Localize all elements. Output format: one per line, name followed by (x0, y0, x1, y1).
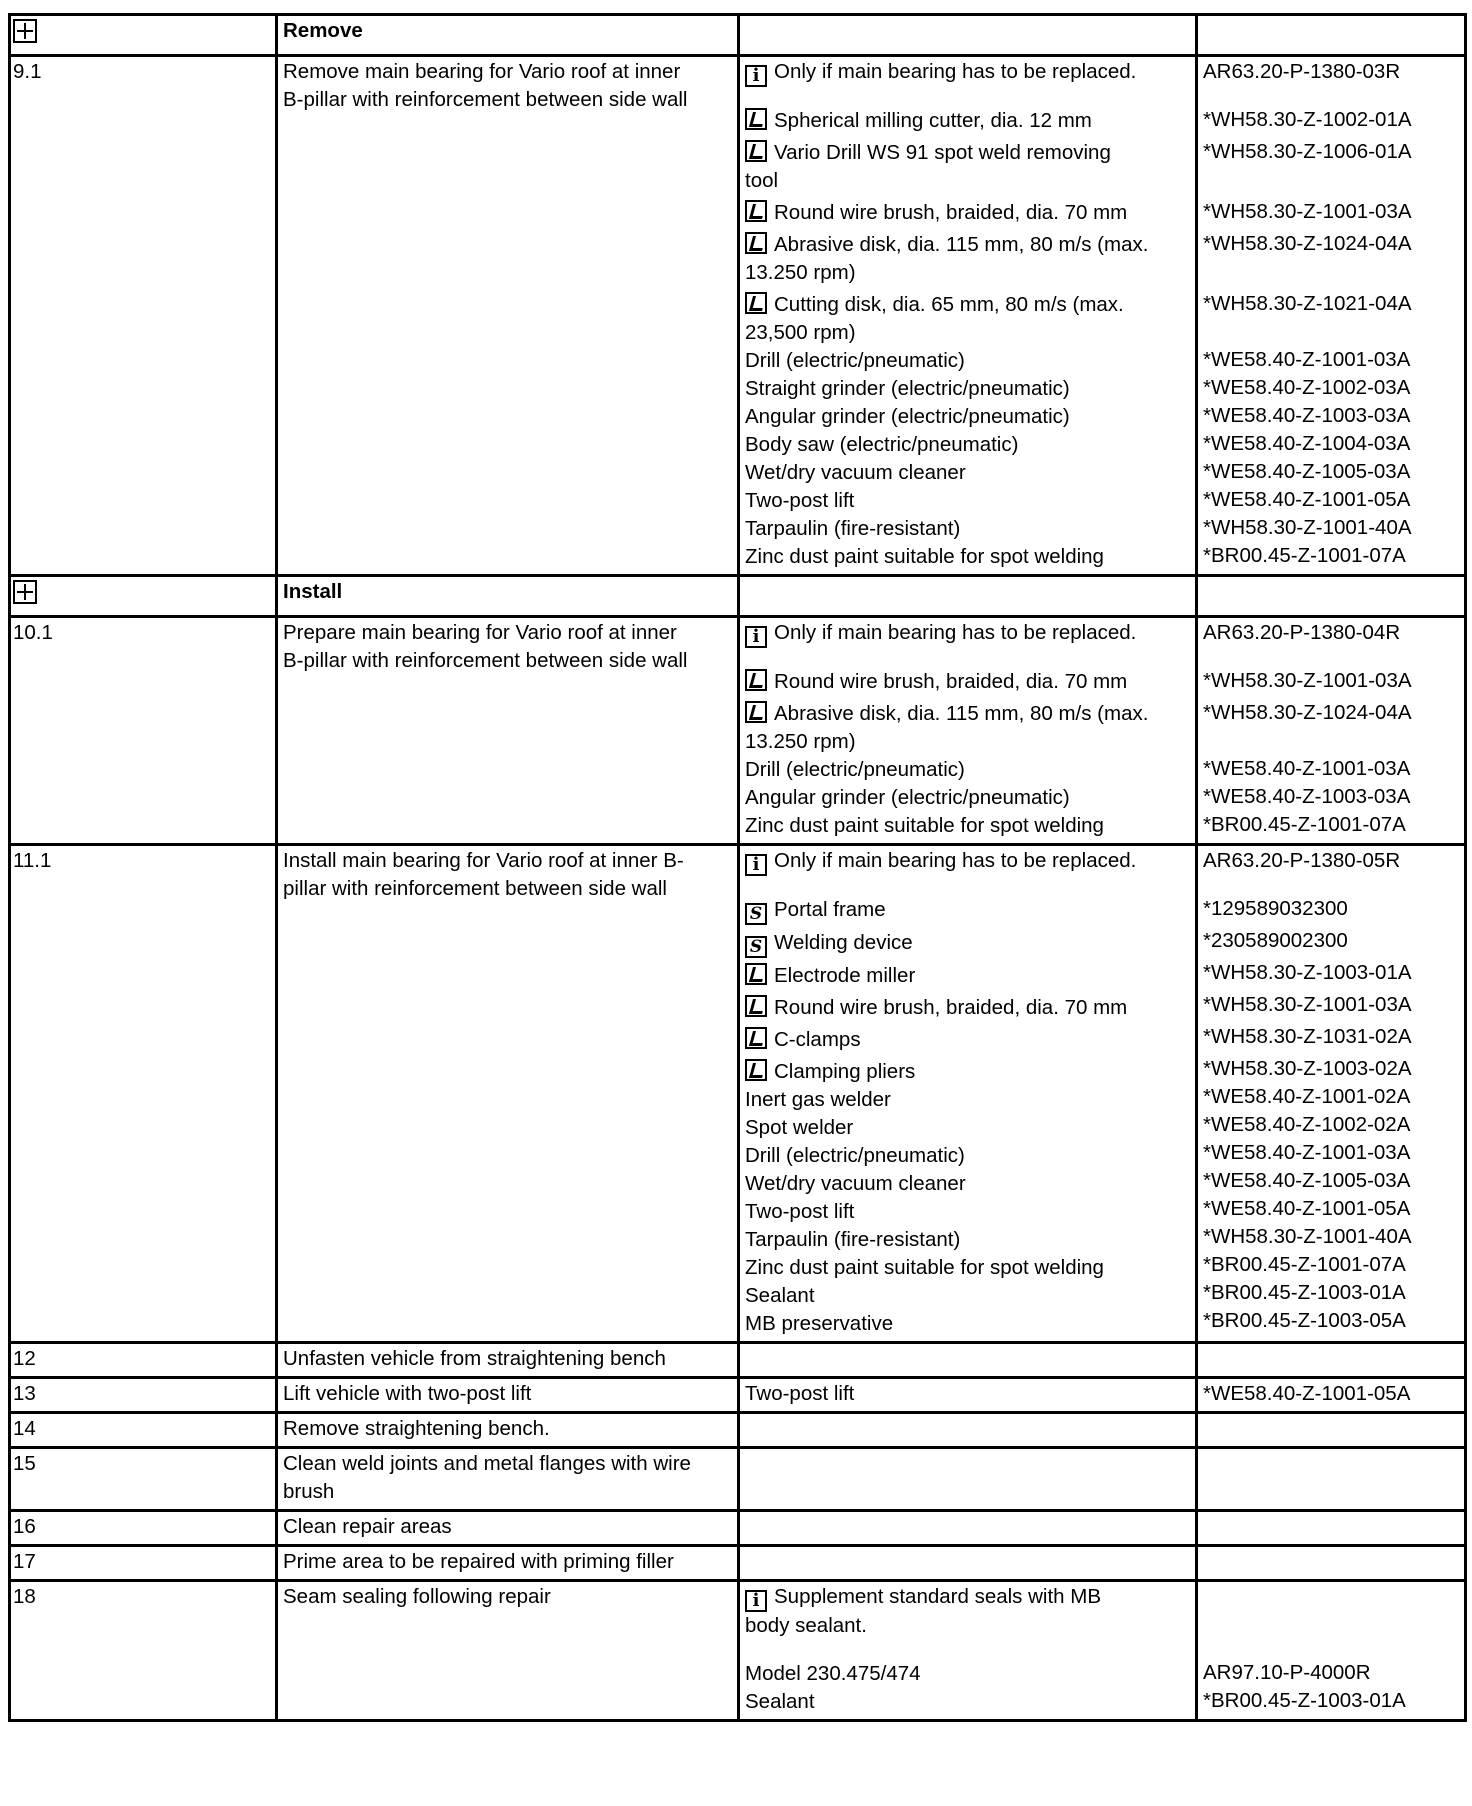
info-icon (745, 65, 767, 87)
tool-item (745, 58, 1190, 87)
step-number: 11.1 (13, 849, 52, 872)
step-description: pillar with reinforcement between side wall (283, 877, 667, 900)
tool-code: *WE58.40-Z-1001-03A (1203, 348, 1411, 371)
step-description: Remove main bearing for Vario roof at inner (283, 60, 681, 83)
tool-code-item (1203, 1167, 1459, 1195)
step-number-cell (10, 617, 277, 845)
section-row (10, 15, 1466, 56)
table-row (10, 1546, 1466, 1581)
tool-name: Wet/dry vacuum cleaner (745, 461, 966, 484)
tools-cell (739, 1448, 1197, 1511)
section-row (10, 576, 1466, 617)
tool-item (745, 1142, 1190, 1170)
tool-item (745, 347, 1190, 375)
tool-item (745, 1282, 1190, 1310)
table-row (10, 1511, 1466, 1546)
tool-name: Only if main bearing has to be replaced. (774, 621, 1137, 644)
description-cell (277, 1448, 739, 1511)
tool-name: Clamping pliers (774, 1060, 916, 1083)
tool-code: *BR00.45-Z-1001-07A (1203, 544, 1406, 567)
workshop-tool-icon (745, 963, 767, 985)
tool-code-item (1203, 1223, 1459, 1251)
tool-code: *WH58.30-Z-1021-04A (1203, 292, 1412, 315)
procedure-table-body (10, 15, 1466, 1721)
codes-cell (1197, 1413, 1466, 1448)
tool-name: Supplement standard seals with MB (774, 1585, 1102, 1608)
tool-name: Two-post lift (745, 1382, 855, 1405)
description-cell (277, 617, 739, 845)
tool-name: Model 230.475/474 (745, 1662, 921, 1685)
codes-cell (1197, 845, 1466, 1343)
tool-code-item (1203, 1083, 1459, 1111)
tool-code: *230589002300 (1203, 929, 1348, 952)
tool-item (745, 1660, 1190, 1688)
codes-cell (1197, 56, 1466, 576)
tool-code: *WH58.30-Z-1001-40A (1203, 516, 1412, 539)
tool-name: MB preservative (745, 1312, 894, 1335)
workshop-tool-icon (745, 200, 767, 222)
table-row (10, 1378, 1466, 1413)
section-title: Install (283, 580, 343, 603)
tool-code: *WH58.30-Z-1031-02A (1203, 1025, 1412, 1048)
tool-item (745, 847, 1190, 876)
tool-item (745, 1058, 1190, 1086)
tools-cell (739, 1413, 1197, 1448)
step-description: Clean repair areas (283, 1515, 452, 1538)
tool-code-item (1203, 811, 1459, 839)
tool-code-item (1203, 755, 1459, 783)
tool-code: *129589032300 (1203, 897, 1348, 920)
tool-code-item (1203, 619, 1459, 647)
tool-name-continued: tool (745, 169, 779, 192)
tool-code: *WE58.40-Z-1001-03A (1203, 1141, 1411, 1164)
table-row (10, 1581, 1466, 1721)
tool-code: *BR00.45-Z-1003-01A (1203, 1281, 1406, 1304)
tool-item (745, 139, 1190, 195)
tool-code: *WH58.30-Z-1001-03A (1203, 200, 1412, 223)
tool-name: Abrasive disk, dia. 115 mm, 80 m/s (max. (774, 702, 1149, 725)
tool-item (745, 1310, 1190, 1338)
step-number: 9.1 (13, 60, 42, 83)
tools-cell (739, 1378, 1197, 1413)
codes-cell (1197, 1448, 1466, 1511)
tool-code[interactable]: AR97.10-P-4000R (1203, 1661, 1371, 1684)
tool-code-item (1203, 927, 1459, 955)
tool-name: C-clamps (774, 1028, 861, 1051)
tool-name: Only if main bearing has to be replaced. (774, 849, 1137, 872)
tool-item (745, 403, 1190, 431)
tool-code: *WE58.40-Z-1005-03A (1203, 460, 1411, 483)
workshop-tool-icon (745, 140, 767, 162)
tool-code: *WE58.40-Z-1001-03A (1203, 757, 1411, 780)
tool-name: Straight grinder (electric/pneumatic) (745, 377, 1070, 400)
tool-code: *WH58.30-Z-1001-03A (1203, 993, 1412, 1016)
tool-name: Round wire brush, braided, dia. 70 mm (774, 996, 1128, 1019)
tool-code: *WE58.40-Z-1005-03A (1203, 1169, 1411, 1192)
tool-item (745, 107, 1190, 135)
step-icon (13, 580, 37, 604)
special-tool-icon (745, 936, 767, 958)
step-number-cell (10, 15, 277, 56)
tool-name: Sealant (745, 1284, 815, 1307)
tool-name: Zinc dust paint suitable for spot welding (745, 1256, 1104, 1279)
tool-name: Drill (electric/pneumatic) (745, 758, 965, 781)
tool-name: Abrasive disk, dia. 115 mm, 80 m/s (max. (774, 233, 1149, 256)
tool-code-item (1203, 106, 1459, 134)
tool-code-item (1203, 290, 1459, 346)
step-description: Seam sealing following repair (283, 1585, 551, 1608)
tool-name: Cutting disk, dia. 65 mm, 80 m/s (max. (774, 293, 1124, 316)
tool-code: *WH58.30-Z-1024-04A (1203, 232, 1412, 255)
description-cell (277, 1581, 739, 1721)
tool-code-item (1203, 486, 1459, 514)
tool-code-item (1203, 1195, 1459, 1223)
step-number: 13 (13, 1382, 36, 1405)
tool-code: *WE58.40-Z-1001-02A (1203, 1085, 1411, 1108)
tool-item (745, 756, 1190, 784)
tool-code-item (1203, 1111, 1459, 1139)
step-description: Unfasten vehicle from straightening bench (283, 1347, 666, 1370)
step-description: Prepare main bearing for Vario roof at inner (283, 621, 677, 644)
codes-cell (1197, 1511, 1466, 1546)
tool-name-continued: 13.250 rpm) (745, 730, 856, 753)
tool-item (745, 812, 1190, 840)
tool-name: Angular grinder (electric/pneumatic) (745, 786, 1070, 809)
step-icon (13, 19, 37, 43)
description-cell (277, 1343, 739, 1378)
workshop-tool-icon (745, 232, 767, 254)
step-number: 14 (13, 1417, 36, 1440)
tool-code: *WE58.40-Z-1002-03A (1203, 376, 1411, 399)
tool-name: Only if main bearing has to be replaced. (774, 60, 1137, 83)
table-row (10, 845, 1466, 1343)
step-number-cell (10, 1581, 277, 1721)
tool-code[interactable]: AR63.20-P-1380-03R (1203, 60, 1401, 83)
step-description: Prime area to be repaired with priming filler (283, 1550, 674, 1573)
tool-item (745, 291, 1190, 347)
tool-code: *WH58.30-Z-1024-04A (1203, 701, 1412, 724)
tool-code-item (1203, 346, 1459, 374)
tool-name: Tarpaulin (fire-resistant) (745, 517, 961, 540)
tool-code-item (1203, 1023, 1459, 1051)
step-number: 10.1 (13, 621, 53, 644)
info-icon (745, 1590, 767, 1612)
section-title: Remove (283, 19, 363, 42)
tool-item (745, 1688, 1190, 1716)
workshop-tool-icon (745, 1059, 767, 1081)
tools-cell (739, 1581, 1197, 1721)
tools-cell (739, 56, 1197, 576)
tool-code-item (1203, 1583, 1459, 1639)
tool-name: Spot welder (745, 1116, 854, 1139)
tool-code-item (1203, 1307, 1459, 1335)
tool-name: Round wire brush, braided, dia. 70 mm (774, 201, 1128, 224)
tool-code-item (1203, 1687, 1459, 1715)
step-description: brush (283, 1480, 335, 1503)
tool-name: Spherical milling cutter, dia. 12 mm (774, 109, 1092, 132)
tool-item (745, 487, 1190, 515)
tools-cell (739, 1546, 1197, 1581)
tool-code: *WH58.30-Z-1001-40A (1203, 1225, 1412, 1248)
tool-item (745, 1114, 1190, 1142)
tool-code-item (1203, 514, 1459, 542)
tool-name: Two-post lift (745, 489, 855, 512)
step-description: B-pillar with reinforcement between side wall (283, 88, 688, 111)
tools-cell (739, 1343, 1197, 1378)
tool-code-item (1203, 1055, 1459, 1083)
tool-code-item (1203, 1279, 1459, 1307)
step-number-cell (10, 845, 277, 1343)
tool-code-item (1203, 542, 1459, 570)
workshop-tool-icon (745, 1027, 767, 1049)
workshop-tool-icon (745, 292, 767, 314)
table-row (10, 56, 1466, 576)
codes-cell (1197, 576, 1466, 617)
tool-code-item (1203, 1659, 1459, 1687)
step-number-cell (10, 1343, 277, 1378)
step-number-cell (10, 1413, 277, 1448)
tool-code-item (1203, 198, 1459, 226)
tool-code: *BR00.45-Z-1003-01A (1203, 1689, 1406, 1712)
codes-cell (1197, 15, 1466, 56)
tool-code: *WE58.40-Z-1002-02A (1203, 1113, 1411, 1136)
tool-item (745, 1198, 1190, 1226)
tool-item (745, 668, 1190, 696)
tool-item (745, 962, 1190, 990)
tool-item (745, 1254, 1190, 1282)
step-description: B-pillar with reinforcement between side wall (283, 649, 688, 672)
tool-code-item (1203, 430, 1459, 458)
info-icon (745, 626, 767, 648)
procedure-table (8, 13, 1467, 1722)
tool-item (745, 1026, 1190, 1054)
tool-code-item (1203, 959, 1459, 987)
tool-code-item (1203, 1251, 1459, 1279)
tools-cell (739, 15, 1197, 56)
tool-code-item (1203, 402, 1459, 430)
step-number-cell (10, 1378, 277, 1413)
tool-code[interactable]: AR63.20-P-1380-05R (1203, 849, 1401, 872)
tool-name: Drill (electric/pneumatic) (745, 349, 965, 372)
tool-name: Zinc dust paint suitable for spot welding (745, 814, 1104, 837)
tool-name: Drill (electric/pneumatic) (745, 1144, 965, 1167)
table-row (10, 1413, 1466, 1448)
step-number-cell (10, 1511, 277, 1546)
tool-item (745, 515, 1190, 543)
tool-name: Two-post lift (745, 1200, 855, 1223)
workshop-tool-icon (745, 995, 767, 1017)
tool-code-item (1203, 458, 1459, 486)
codes-cell (1197, 1546, 1466, 1581)
tool-code-item (1203, 783, 1459, 811)
tool-name: Body saw (electric/pneumatic) (745, 433, 1019, 456)
description-cell (277, 845, 739, 1343)
tool-code: *WH58.30-Z-1003-01A (1203, 961, 1412, 984)
tools-cell (739, 576, 1197, 617)
tool-code-item (1203, 1139, 1459, 1167)
description-cell (277, 576, 739, 617)
tool-code: *WH58.30-Z-1002-01A (1203, 108, 1412, 131)
tool-item (745, 896, 1190, 925)
tool-name: Portal frame (774, 898, 886, 921)
tool-code-item (1203, 991, 1459, 1019)
tool-item (745, 199, 1190, 227)
tool-code: *WH58.30-Z-1001-03A (1203, 669, 1412, 692)
tool-name-continued: 23,500 rpm) (745, 321, 856, 344)
codes-cell (1197, 617, 1466, 845)
tool-code-item (1203, 1380, 1459, 1408)
info-icon (745, 854, 767, 876)
tool-item (745, 375, 1190, 403)
tool-name: Zinc dust paint suitable for spot welding (745, 545, 1104, 568)
description-cell (277, 1378, 739, 1413)
tool-name: Vario Drill WS 91 spot weld removing (774, 141, 1111, 164)
step-description: Remove straightening bench. (283, 1417, 550, 1440)
tool-code: *WH58.30-Z-1003-02A (1203, 1057, 1412, 1080)
tool-name: Welding device (774, 931, 913, 954)
step-number-cell (10, 576, 277, 617)
tool-code: *WE58.40-Z-1001-05A (1203, 1197, 1411, 1220)
tool-name: Tarpaulin (fire-resistant) (745, 1228, 961, 1251)
tool-item (745, 1086, 1190, 1114)
step-number: 18 (13, 1585, 36, 1608)
table-row (10, 1448, 1466, 1511)
tool-item (745, 619, 1190, 648)
description-cell (277, 15, 739, 56)
description-cell (277, 1511, 739, 1546)
tool-item (745, 784, 1190, 812)
tool-code-item (1203, 667, 1459, 695)
tool-code-item (1203, 847, 1459, 875)
tool-name: Angular grinder (electric/pneumatic) (745, 405, 1070, 428)
tool-code: *WH58.30-Z-1006-01A (1203, 140, 1412, 163)
codes-cell (1197, 1581, 1466, 1721)
tool-item (745, 700, 1190, 756)
tool-item (745, 1226, 1190, 1254)
tool-code-item (1203, 58, 1459, 86)
tool-name-continued: body sealant. (745, 1614, 867, 1637)
tool-item (745, 431, 1190, 459)
tool-item (745, 1170, 1190, 1198)
tool-code-item (1203, 374, 1459, 402)
step-description: Clean weld joints and metal flanges with wire (283, 1452, 691, 1475)
tools-cell (739, 617, 1197, 845)
tool-item (745, 543, 1190, 571)
tool-code-item (1203, 699, 1459, 755)
tool-code-item (1203, 230, 1459, 286)
tool-item (745, 231, 1190, 287)
tool-name: Wet/dry vacuum cleaner (745, 1172, 966, 1195)
workshop-tool-icon (745, 669, 767, 691)
step-number: 15 (13, 1452, 36, 1475)
tool-name: Inert gas welder (745, 1088, 891, 1111)
tool-name-continued: 13.250 rpm) (745, 261, 856, 284)
codes-cell (1197, 1343, 1466, 1378)
tool-code: *WE58.40-Z-1001-05A (1203, 1382, 1411, 1405)
table-row (10, 617, 1466, 845)
tool-code[interactable]: AR63.20-P-1380-04R (1203, 621, 1401, 644)
tool-item (745, 459, 1190, 487)
tool-code: *BR00.45-Z-1003-05A (1203, 1309, 1406, 1332)
step-number: 17 (13, 1550, 36, 1573)
tool-name: Round wire brush, braided, dia. 70 mm (774, 670, 1128, 693)
tool-item (745, 1380, 1190, 1408)
step-description: Lift vehicle with two-post lift (283, 1382, 532, 1405)
tool-code: *WE58.40-Z-1004-03A (1203, 432, 1411, 455)
tool-code-item (1203, 138, 1459, 194)
tool-code-item (1203, 895, 1459, 923)
step-number: 12 (13, 1347, 36, 1370)
tool-code: *BR00.45-Z-1001-07A (1203, 813, 1406, 836)
workshop-tool-icon (745, 701, 767, 723)
tool-code: *WE58.40-Z-1003-03A (1203, 785, 1411, 808)
tool-name: Electrode miller (774, 964, 916, 987)
tool-item (745, 994, 1190, 1022)
step-number-cell (10, 1546, 277, 1581)
tool-code (1203, 1583, 1459, 1611)
tools-cell (739, 1511, 1197, 1546)
tool-item (745, 1583, 1190, 1640)
tool-code: *WE58.40-Z-1003-03A (1203, 404, 1411, 427)
tools-cell (739, 845, 1197, 1343)
workshop-tool-icon (745, 108, 767, 130)
description-cell (277, 1546, 739, 1581)
tool-code: *BR00.45-Z-1001-07A (1203, 1253, 1406, 1276)
description-cell (277, 1413, 739, 1448)
tool-item (745, 929, 1190, 958)
step-number: 16 (13, 1515, 36, 1538)
codes-cell (1197, 1378, 1466, 1413)
step-description: Install main bearing for Vario roof at inner B- (283, 849, 684, 872)
description-cell (277, 56, 739, 576)
tool-code: *WE58.40-Z-1001-05A (1203, 488, 1411, 511)
step-number-cell (10, 56, 277, 576)
table-row (10, 1343, 1466, 1378)
step-number-cell (10, 1448, 277, 1511)
tool-name: Sealant (745, 1690, 815, 1713)
special-tool-icon (745, 903, 767, 925)
